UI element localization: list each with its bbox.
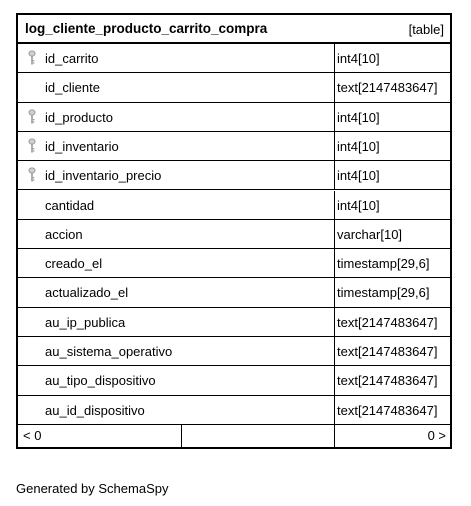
column-divider (334, 396, 335, 424)
column-divider (334, 161, 335, 189)
column-name[interactable]: cantidad (45, 197, 95, 213)
column-divider (334, 220, 335, 248)
column-name[interactable]: au_tipo_dispositivo (45, 373, 156, 389)
column-divider (334, 366, 335, 394)
column-name[interactable]: id_producto (45, 109, 113, 125)
key-icon (27, 109, 37, 125)
column-name[interactable]: id_inventario_precio (45, 168, 162, 184)
column-type: text[2147483647] (337, 373, 438, 389)
key-icon (27, 167, 37, 183)
table-row (18, 220, 450, 249)
table-row (18, 337, 450, 366)
table-row (18, 161, 450, 190)
column-type: text[2147483647] (337, 344, 438, 359)
column-divider (334, 103, 335, 131)
column-type: int4[10] (337, 197, 380, 213)
column-name[interactable]: au_id_dispositivo (45, 402, 145, 418)
column-divider (334, 337, 335, 365)
table-footer (18, 425, 450, 447)
table-name[interactable]: log_cliente_producto_carrito_compra (25, 21, 268, 36)
table-header (18, 15, 450, 44)
table-row (18, 44, 450, 73)
column-type: text[2147483647] (337, 402, 438, 418)
table-row (18, 191, 450, 220)
children-count[interactable]: 0 > (427, 428, 446, 443)
table-row (18, 366, 450, 395)
column-name[interactable]: id_cliente (45, 80, 100, 96)
column-divider (334, 249, 335, 277)
column-type: timestamp[29,6] (337, 256, 430, 272)
column-type: timestamp[29,6] (337, 285, 430, 301)
footer-divider (334, 425, 335, 447)
column-type: text[2147483647] (337, 80, 438, 96)
table-row (18, 73, 450, 102)
footer-divider (181, 425, 182, 447)
parents-count[interactable]: < 0 (23, 428, 42, 443)
column-divider (334, 278, 335, 306)
table-row (18, 278, 450, 307)
column-type: varchar[10] (337, 226, 403, 242)
column-type: int4[10] (337, 109, 380, 125)
column-name[interactable]: au_sistema_operativo (45, 344, 173, 359)
column-divider (334, 191, 335, 219)
column-type: int4[10] (337, 51, 380, 66)
column-name[interactable]: accion (45, 226, 83, 242)
table-row (18, 308, 450, 337)
column-divider (334, 73, 335, 101)
column-type: int4[10] (337, 168, 380, 184)
table-row (18, 103, 450, 132)
entity-table (16, 13, 452, 449)
table-row (18, 249, 450, 278)
column-divider (334, 308, 335, 336)
column-type: text[2147483647] (337, 314, 438, 330)
column-type: int4[10] (337, 138, 380, 154)
column-name[interactable]: actualizado_el (45, 285, 129, 301)
column-divider (334, 44, 335, 72)
column-name[interactable]: creado_el (45, 256, 103, 272)
key-icon (27, 50, 37, 66)
table-row (18, 396, 450, 425)
table-kind: [table] (408, 22, 444, 37)
table-row (18, 132, 450, 161)
column-name[interactable]: id_carrito (45, 51, 99, 66)
key-icon (27, 138, 37, 154)
generated-by-label: Generated by SchemaSpy (16, 481, 169, 496)
column-name[interactable]: id_inventario (45, 138, 119, 154)
column-divider (334, 132, 335, 160)
column-name[interactable]: au_ip_publica (45, 314, 126, 330)
